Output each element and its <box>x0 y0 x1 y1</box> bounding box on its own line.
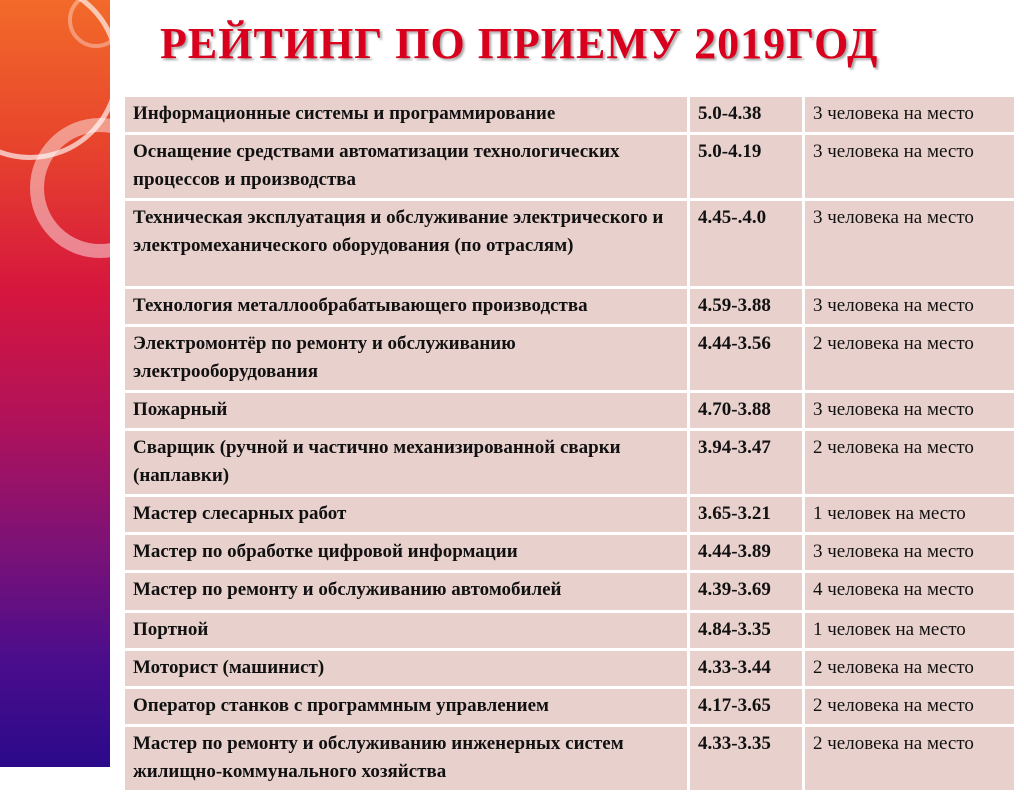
score-range: 4.17-3.65 <box>689 688 804 726</box>
competition: 3 человека на место <box>804 134 1016 200</box>
specialty-name: Пожарный <box>124 392 689 430</box>
page-title: РЕЙТИНГ ПО ПРИЕМУ 2019ГОД <box>160 19 879 68</box>
table-row <box>124 688 1016 726</box>
competition: 2 человека на место <box>804 688 1016 726</box>
table-row <box>124 612 1016 650</box>
specialty-name: Техническая эксплуатация и обслуживание электрического и электромеханического оборудования (по отраслям) <box>124 200 689 288</box>
competition: 2 человека на место <box>804 726 1016 792</box>
specialty-name: Оператор станков с программным управлением <box>124 688 689 726</box>
specialty-name: Портной <box>124 612 689 650</box>
score-range: 4.33-3.44 <box>689 650 804 688</box>
competition: 2 человека на место <box>804 430 1016 496</box>
competition: 3 человека на место <box>804 288 1016 326</box>
competition: 1 человек на место <box>804 496 1016 534</box>
decorative-ring <box>68 0 124 48</box>
score-range: 3.65-3.21 <box>689 496 804 534</box>
specialty-name: Электромонтёр по ремонту и обслуживанию электрооборудования <box>124 326 689 392</box>
score-range: 4.44-3.56 <box>689 326 804 392</box>
score-range: 4.59-3.88 <box>689 288 804 326</box>
table-row <box>124 650 1016 688</box>
specialty-name: Мастер слесарных работ <box>124 496 689 534</box>
table-row <box>124 96 1016 134</box>
competition: 3 человека на место <box>804 534 1016 572</box>
competition: 2 человека на место <box>804 326 1016 392</box>
competition: 2 человека на место <box>804 650 1016 688</box>
table-row <box>124 200 1016 288</box>
specialty-name: Мастер по ремонту и обслуживанию инженерных систем жилищно-коммунального хозяйства <box>124 726 689 792</box>
specialty-name: Мастер по ремонту и обслуживанию автомобилей <box>124 572 689 612</box>
specialty-name: Информационные системы и программирование <box>124 96 689 134</box>
table-row <box>124 326 1016 392</box>
specialty-name: Мастер по обработке цифровой информации <box>124 534 689 572</box>
table-row <box>124 392 1016 430</box>
score-range: 4.44-3.89 <box>689 534 804 572</box>
table-row <box>124 534 1016 572</box>
specialty-name: Моторист (машинист) <box>124 650 689 688</box>
table-row <box>124 430 1016 496</box>
table-row <box>124 572 1016 612</box>
score-range: 4.45-.4.0 <box>689 200 804 288</box>
table-row <box>124 288 1016 326</box>
score-range: 5.0-4.19 <box>689 134 804 200</box>
table-row <box>124 134 1016 200</box>
score-range: 4.33-3.35 <box>689 726 804 792</box>
score-range: 4.84-3.35 <box>689 612 804 650</box>
rating-table <box>122 94 1017 793</box>
specialty-name: Сварщик (ручной и частично механизированной сварки (наплавки) <box>124 430 689 496</box>
score-range: 5.0-4.38 <box>689 96 804 134</box>
specialty-name: Оснащение средствами автоматизации технологических процессов и производства <box>124 134 689 200</box>
table-row <box>124 496 1016 534</box>
score-range: 4.39-3.69 <box>689 572 804 612</box>
table-row <box>124 726 1016 792</box>
specialty-name: Технология металлообрабатывающего производства <box>124 288 689 326</box>
competition: 3 человека на место <box>804 200 1016 288</box>
competition: 1 человек на место <box>804 612 1016 650</box>
competition: 3 человека на место <box>804 96 1016 134</box>
competition: 3 человека на место <box>804 392 1016 430</box>
score-range: 3.94-3.47 <box>689 430 804 496</box>
competition: 4 человека на место <box>804 572 1016 612</box>
score-range: 4.70-3.88 <box>689 392 804 430</box>
